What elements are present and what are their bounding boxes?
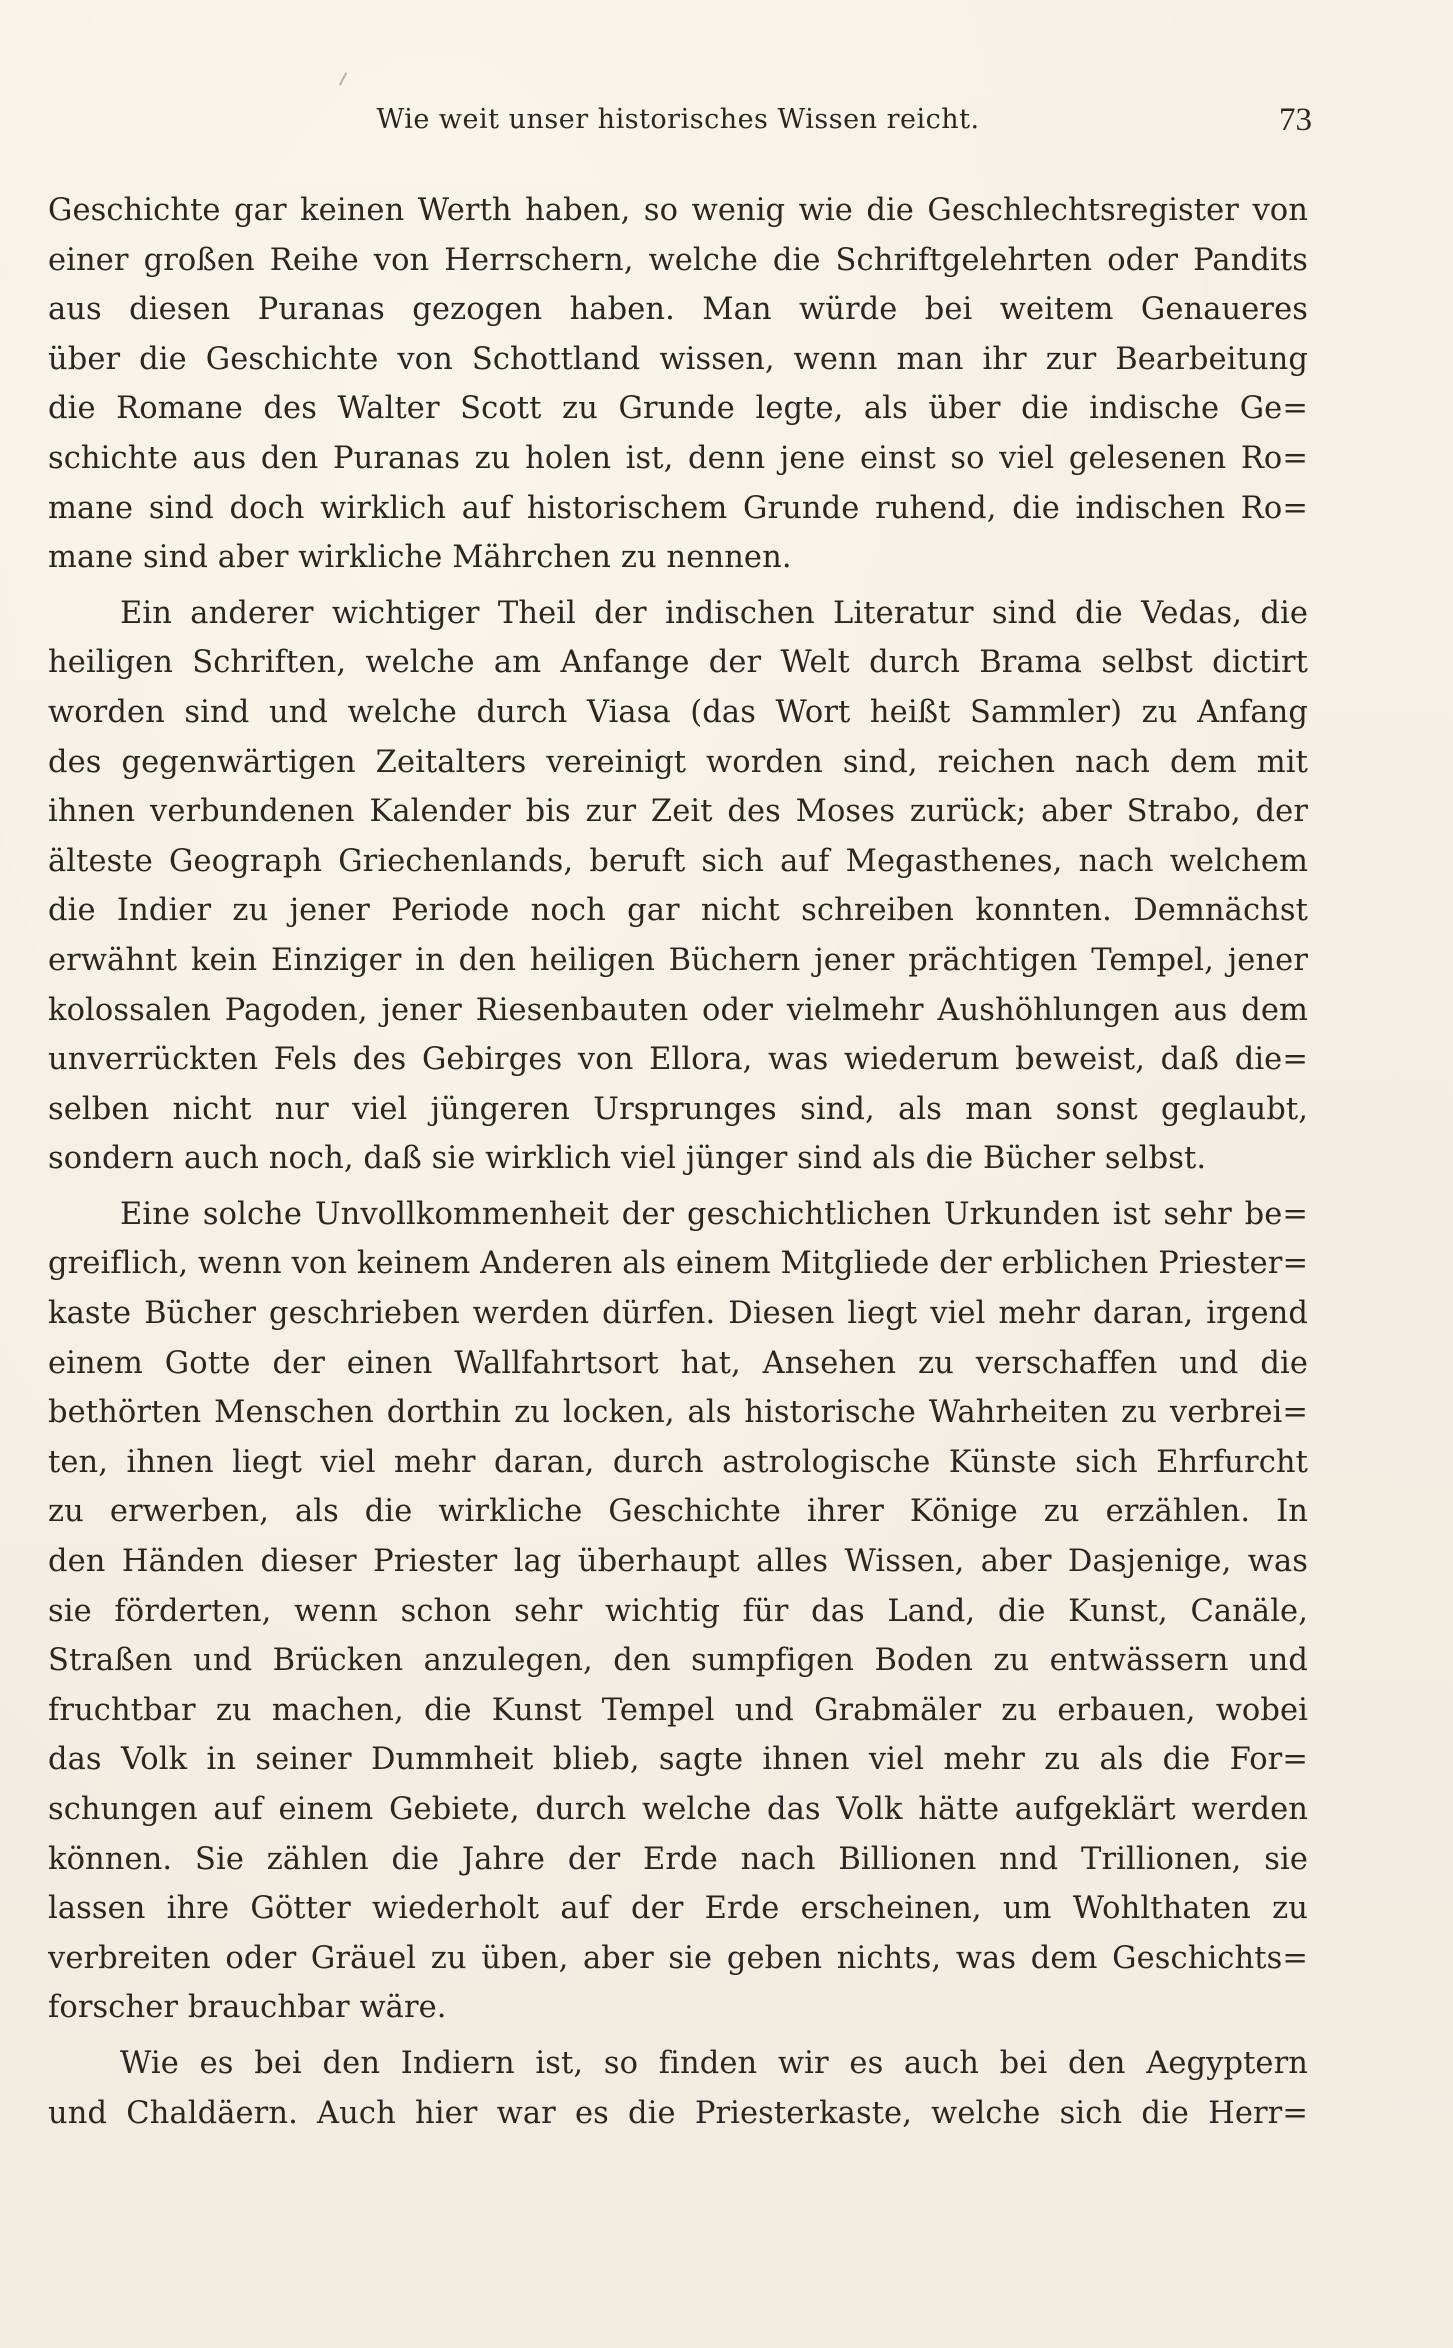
text-line: selben nicht nur viel jüngeren Ursprunges sind, als man sonst geglaubt, — [48, 1091, 1308, 1127]
text-line: kaste Bücher geschrieben werden dürfen. Diesen liegt viel mehr daran, irgend — [48, 1296, 1308, 1332]
text-line: ihnen verbundenen Kalender bis zur Zeit des Moses zurück; aber Strabo, der — [48, 794, 1308, 830]
text-line: die Romane des Walter Scott zu Grunde legte, als über die indische Ge= — [48, 391, 1308, 427]
text-line: sie förderten, wenn schon sehr wichtig für das Land, die Kunst, Canäle, — [48, 1593, 1308, 1629]
text-line: Eine solche Unvollkommenheit der geschichtlichen Urkunden ist sehr be= — [120, 1196, 1308, 1232]
text-line: Wie es bei den Indiern ist, so finden wir es auch bei den Aegyptern — [120, 2045, 1308, 2081]
text-line: sondern auch noch, daß sie wirklich viel jünger sind als die Bücher selbst. — [48, 1141, 1207, 1177]
text-line: unverrückten Fels des Gebirges von Ellora, was wiederum beweist, daß die= — [48, 1042, 1308, 1078]
text-line: schungen auf einem Gebiete, durch welche das Volk hätte aufgeklärt werden — [48, 1792, 1308, 1827]
text-line: zu erwerben, als die wirkliche Geschichte ihrer Könige zu erzählen. In — [48, 1494, 1308, 1530]
stray-ink-mark — [339, 72, 347, 85]
text-line: greiflich, wenn von keinem Anderen als einem Mitgliede der erblichen Priester= — [48, 1246, 1308, 1282]
text-line: forscher brauchbar wäre. — [48, 1990, 447, 2026]
text-line: Ein anderer wichtiger Theil der indischen Literatur sind die Vedas, die — [120, 595, 1308, 631]
text-line: verbreiten oder Gräuel zu üben, aber sie geben nichts, was dem Geschichts= — [48, 1940, 1308, 1976]
text-line: ten, ihnen liegt viel mehr daran, durch astrologische Künste sich Ehrfurcht — [48, 1444, 1308, 1480]
text-line: können. Sie zählen die Jahre der Erde nach Billionen nnd Trillionen, sie — [48, 1841, 1308, 1877]
text-line: den Händen dieser Priester lag überhaupt alles Wissen, aber Dasjenige, was — [48, 1544, 1308, 1580]
text-line: mane sind doch wirklich auf historischem Grunde ruhend, die indischen Ro= — [48, 490, 1308, 526]
text-line: das Volk in seiner Dummheit blieb, sagte ihnen viel mehr zu als die For= — [48, 1742, 1308, 1778]
text-line: Geschichte gar keinen Werth haben, so wenig wie die Geschlechtsregister von — [48, 193, 1308, 228]
page-number: 73 — [1279, 102, 1312, 138]
text-line: einem Gotte der einen Wallfahrtsort hat, Ansehen zu verschaffen und die — [48, 1345, 1308, 1381]
text-line: Straßen und Brücken anzulegen, den sumpfigen Boden zu entwässern und — [48, 1643, 1308, 1679]
text-line: mane sind aber wirkliche Mährchen zu nennen. — [48, 540, 792, 576]
text-line: die Indier zu jener Periode noch gar nicht schreiben konnten. Demnächst — [48, 893, 1308, 929]
text-line: lassen ihre Götter wiederholt auf der Erde erscheinen, um Wohlthaten zu — [48, 1891, 1308, 1927]
text-line: fruchtbar zu machen, die Kunst Tempel und Grabmäler zu erbauen, wobei — [48, 1692, 1308, 1728]
text-line: über die Geschichte von Schottland wissen, wenn man ihr zur Bearbeitung — [48, 341, 1308, 377]
running-title: Wie weit unser historisches Wissen reicht. — [376, 104, 980, 135]
text-line: worden sind und welche durch Viasa (das Wort heißt Sammler) zu Anfang — [48, 694, 1308, 730]
text-line: bethörten Menschen dorthin zu locken, als historische Wahrheiten zu verbrei= — [48, 1395, 1308, 1431]
text-line: kolossalen Pagoden, jener Riesenbauten oder vielmehr Aushöhlungen aus dem — [48, 992, 1308, 1028]
paragraph — [48, 589, 1308, 1184]
text-line: und Chaldäern. Auch hier war es die Priesterkaste, welche sich die Herr= — [48, 2095, 1308, 2131]
text-line: einer großen Reihe von Herrschern, welche die Schriftgelehrten oder Pandits — [48, 242, 1308, 278]
paragraph — [48, 1190, 1308, 2033]
text-line: älteste Geograph Griechenlands, beruft sich auf Megasthenes, nach welchem — [48, 843, 1308, 879]
text-line: erwähnt kein Einziger in den heiligen Büchern jener prächtigen Tempel, jener — [48, 942, 1308, 978]
paragraph — [48, 2039, 1308, 2138]
text-line: des gegenwärtigen Zeitalters vereinigt worden sind, reichen nach dem mit — [48, 744, 1308, 780]
paragraph — [48, 186, 1308, 583]
text-line: aus diesen Puranas gezogen haben. Man würde bei weitem Genaueres — [48, 292, 1308, 328]
body-text — [48, 186, 1308, 2144]
text-line: heiligen Schriften, welche am Anfange der Welt durch Brama selbst dictirt — [48, 645, 1308, 681]
text-line: schichte aus den Puranas zu holen ist, denn jene einst so viel gelesenen Ro= — [48, 440, 1308, 476]
page-header — [48, 102, 1312, 148]
